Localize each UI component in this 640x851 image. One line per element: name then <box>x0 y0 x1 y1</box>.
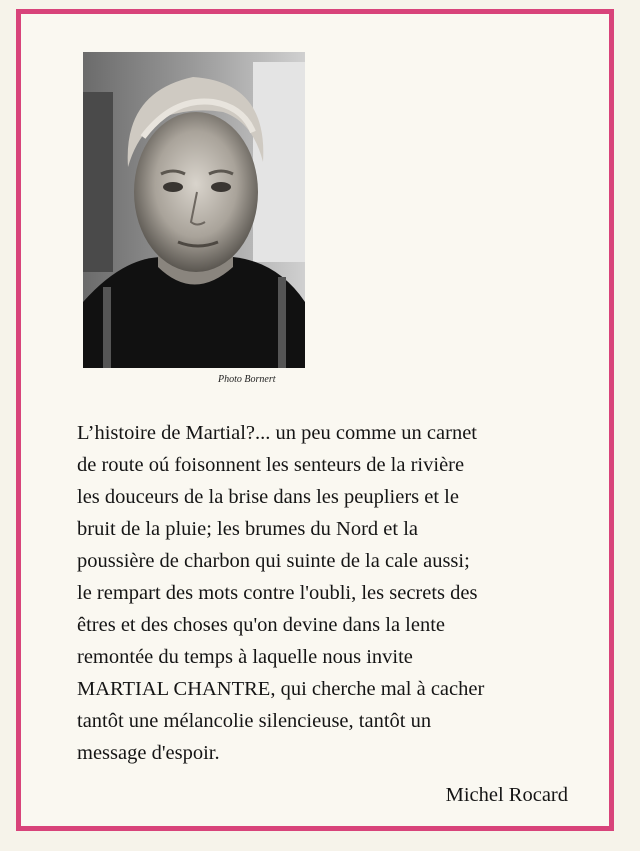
text-line: message d'espoir. <box>77 742 220 764</box>
author-portrait-photo <box>83 52 305 368</box>
text-line: les douceurs de la brise dans les peupliers et le <box>77 486 459 508</box>
text-line: bruit de la pluie; les brumes du Nord et la <box>77 518 419 540</box>
text-line: MARTIAL CHANTRE, qui cherche mal à cacher <box>77 678 485 700</box>
text-line: êtres et des choses qu'on devine dans la lente <box>77 614 446 636</box>
author-signature: Michel Rocard <box>445 784 568 806</box>
text-line: le rempart des mots contre l'oubli, les secrets des <box>77 582 478 604</box>
text-line: L’histoire de Martial?... un peu comme un carnet <box>77 422 478 444</box>
text-line: poussière de charbon qui suinte de la cale aussi; <box>77 550 470 572</box>
photo-credit: Photo Bornert <box>218 374 276 385</box>
body-text <box>77 417 577 769</box>
text-line: remontée du temps à laquelle nous invite <box>77 646 413 668</box>
text-line: tantôt une mélancolie silencieuse, tantôt un <box>77 710 432 732</box>
text-line: de route oú foisonnent les senteurs de la rivière <box>77 454 465 476</box>
